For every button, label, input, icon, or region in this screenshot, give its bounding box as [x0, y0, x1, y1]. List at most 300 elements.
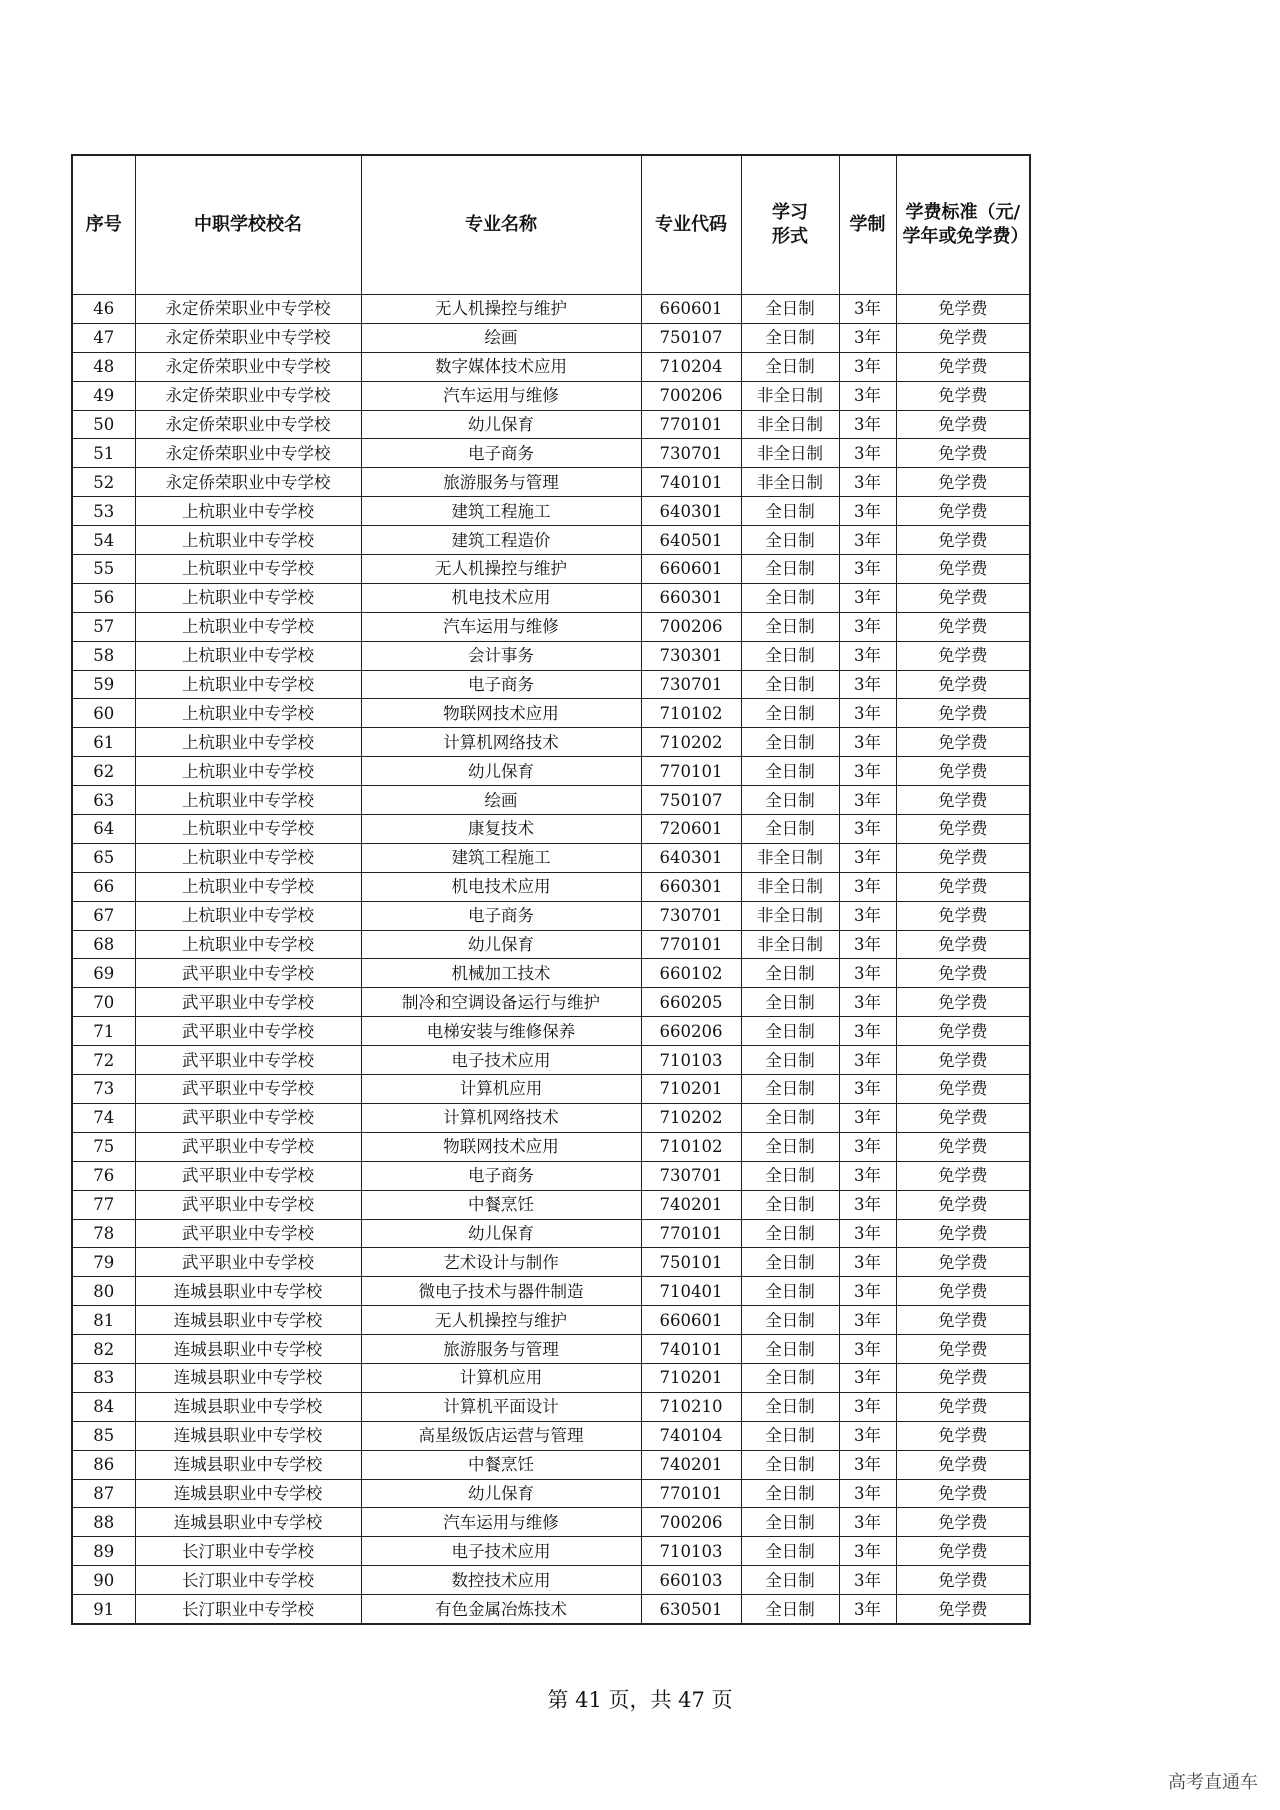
cell-code: 770101	[641, 930, 741, 959]
watermark-text: 高考直通车	[1168, 1772, 1258, 1793]
cell-school: 武平职业中专学校	[135, 1075, 361, 1104]
cell-index: 64	[72, 815, 135, 844]
cell-duration: 3年	[839, 815, 896, 844]
table-row	[72, 468, 1030, 497]
cell-duration: 3年	[839, 959, 896, 988]
cell-tuition: 免学费	[896, 1075, 1030, 1104]
cell-duration: 3年	[839, 872, 896, 901]
cell-study-form: 全日制	[741, 757, 839, 786]
cell-code: 710401	[641, 1277, 741, 1306]
cell-tuition: 免学费	[896, 1017, 1030, 1046]
cell-index: 84	[72, 1392, 135, 1421]
cell-school: 武平职业中专学校	[135, 1017, 361, 1046]
table-row	[72, 959, 1030, 988]
cell-duration: 3年	[839, 843, 896, 872]
cell-school: 连城县职业中专学校	[135, 1450, 361, 1479]
cell-major: 幼儿保育	[361, 410, 641, 439]
cell-school: 上杭职业中专学校	[135, 930, 361, 959]
cell-study-form: 全日制	[741, 1537, 839, 1566]
cell-index: 91	[72, 1595, 135, 1624]
cell-index: 78	[72, 1219, 135, 1248]
cell-school: 上杭职业中专学校	[135, 583, 361, 612]
cell-tuition: 免学费	[896, 555, 1030, 584]
table-row	[72, 728, 1030, 757]
cell-school: 武平职业中专学校	[135, 1046, 361, 1075]
cell-index: 51	[72, 439, 135, 468]
header-code: 专业代码	[641, 155, 741, 295]
cell-index: 58	[72, 641, 135, 670]
cell-code: 660206	[641, 1017, 741, 1046]
cell-study-form: 全日制	[741, 1421, 839, 1450]
cell-major: 电子商务	[361, 901, 641, 930]
cell-code: 740201	[641, 1450, 741, 1479]
cell-tuition: 免学费	[896, 1306, 1030, 1335]
cell-tuition: 免学费	[896, 641, 1030, 670]
cell-code: 770101	[641, 1219, 741, 1248]
cell-index: 86	[72, 1450, 135, 1479]
cell-code: 740101	[641, 1335, 741, 1364]
cell-school: 连城县职业中专学校	[135, 1335, 361, 1364]
cell-code: 700206	[641, 612, 741, 641]
cell-duration: 3年	[839, 670, 896, 699]
cell-duration: 3年	[839, 1132, 896, 1161]
cell-school: 武平职业中专学校	[135, 1190, 361, 1219]
cell-tuition: 免学费	[896, 1537, 1030, 1566]
table-row	[72, 555, 1030, 584]
cell-index: 61	[72, 728, 135, 757]
table-row	[72, 439, 1030, 468]
header-tuition: 学费标准（元/学年或免学费）	[896, 155, 1030, 295]
table-row	[72, 901, 1030, 930]
cell-code: 710102	[641, 1132, 741, 1161]
table-row	[72, 1421, 1030, 1450]
cell-duration: 3年	[839, 1306, 896, 1335]
cell-code: 740101	[641, 468, 741, 497]
cell-code: 710103	[641, 1046, 741, 1075]
cell-tuition: 免学费	[896, 323, 1030, 352]
cell-code: 660102	[641, 959, 741, 988]
cell-tuition: 免学费	[896, 381, 1030, 410]
cell-code: 630501	[641, 1595, 741, 1624]
cell-tuition: 免学费	[896, 1508, 1030, 1537]
cell-study-form: 全日制	[741, 786, 839, 815]
cell-major: 艺术设计与制作	[361, 1248, 641, 1277]
cell-tuition: 免学费	[896, 959, 1030, 988]
cell-index: 50	[72, 410, 135, 439]
cell-tuition: 免学费	[896, 612, 1030, 641]
cell-study-form: 非全日制	[741, 843, 839, 872]
table-row	[72, 295, 1030, 324]
cell-major: 康复技术	[361, 815, 641, 844]
table-row	[72, 381, 1030, 410]
cell-index: 83	[72, 1363, 135, 1392]
table-row	[72, 1161, 1030, 1190]
cell-code: 740201	[641, 1190, 741, 1219]
cell-code: 660103	[641, 1566, 741, 1595]
cell-major: 计算机应用	[361, 1363, 641, 1392]
cell-study-form: 全日制	[741, 497, 839, 526]
cell-index: 70	[72, 988, 135, 1017]
cell-study-form: 全日制	[741, 555, 839, 584]
cell-school: 武平职业中专学校	[135, 1219, 361, 1248]
cell-duration: 3年	[839, 1075, 896, 1104]
cell-index: 65	[72, 843, 135, 872]
cell-index: 59	[72, 670, 135, 699]
cell-major: 计算机应用	[361, 1075, 641, 1104]
cell-study-form: 全日制	[741, 1595, 839, 1624]
table-body	[72, 295, 1030, 1624]
cell-code: 770101	[641, 757, 741, 786]
cell-index: 89	[72, 1537, 135, 1566]
cell-tuition: 免学费	[896, 410, 1030, 439]
cell-code: 640301	[641, 843, 741, 872]
cell-school: 连城县职业中专学校	[135, 1363, 361, 1392]
cell-major: 无人机操控与维护	[361, 295, 641, 324]
cell-study-form: 非全日制	[741, 381, 839, 410]
cell-study-form: 非全日制	[741, 901, 839, 930]
cell-code: 660301	[641, 583, 741, 612]
cell-index: 63	[72, 786, 135, 815]
cell-major: 计算机平面设计	[361, 1392, 641, 1421]
cell-major: 绘画	[361, 786, 641, 815]
cell-tuition: 免学费	[896, 1132, 1030, 1161]
cell-index: 72	[72, 1046, 135, 1075]
cell-tuition: 免学费	[896, 815, 1030, 844]
cell-duration: 3年	[839, 1103, 896, 1132]
cell-study-form: 全日制	[741, 959, 839, 988]
table-row	[72, 1479, 1030, 1508]
cell-study-form: 全日制	[741, 1017, 839, 1046]
cell-study-form: 非全日制	[741, 930, 839, 959]
cell-duration: 3年	[839, 1277, 896, 1306]
cell-school: 武平职业中专学校	[135, 1161, 361, 1190]
cell-code: 770101	[641, 410, 741, 439]
cell-school: 永定侨荣职业中专学校	[135, 323, 361, 352]
cell-school: 永定侨荣职业中专学校	[135, 468, 361, 497]
cell-duration: 3年	[839, 1335, 896, 1364]
table-row	[72, 1363, 1030, 1392]
cell-duration: 3年	[839, 410, 896, 439]
table-row	[72, 1017, 1030, 1046]
cell-code: 750107	[641, 786, 741, 815]
table-row	[72, 988, 1030, 1017]
table-row	[72, 1132, 1030, 1161]
cell-major: 电子商务	[361, 670, 641, 699]
cell-school: 连城县职业中专学校	[135, 1508, 361, 1537]
cell-index: 88	[72, 1508, 135, 1537]
cell-tuition: 免学费	[896, 1046, 1030, 1075]
cell-study-form: 全日制	[741, 699, 839, 728]
cell-study-form: 全日制	[741, 1335, 839, 1364]
cell-major: 高星级饭店运营与管理	[361, 1421, 641, 1450]
table-row	[72, 352, 1030, 381]
cell-school: 武平职业中专学校	[135, 1248, 361, 1277]
cell-school: 长汀职业中专学校	[135, 1566, 361, 1595]
cell-tuition: 免学费	[896, 699, 1030, 728]
cell-code: 710202	[641, 1103, 741, 1132]
cell-duration: 3年	[839, 699, 896, 728]
cell-study-form: 全日制	[741, 1508, 839, 1537]
cell-tuition: 免学费	[896, 1277, 1030, 1306]
table-row	[72, 1595, 1030, 1624]
cell-code: 660601	[641, 295, 741, 324]
cell-major: 会计事务	[361, 641, 641, 670]
cell-duration: 3年	[839, 497, 896, 526]
cell-major: 计算机网络技术	[361, 728, 641, 757]
cell-study-form: 非全日制	[741, 872, 839, 901]
cell-school: 永定侨荣职业中专学校	[135, 410, 361, 439]
cell-major: 有色金属冶炼技术	[361, 1595, 641, 1624]
cell-index: 55	[72, 555, 135, 584]
cell-major: 电子商务	[361, 439, 641, 468]
cell-study-form: 非全日制	[741, 439, 839, 468]
cell-study-form: 全日制	[741, 1450, 839, 1479]
cell-code: 720601	[641, 815, 741, 844]
table-row	[72, 497, 1030, 526]
cell-study-form: 全日制	[741, 1392, 839, 1421]
cell-major: 电子技术应用	[361, 1537, 641, 1566]
table-row	[72, 1277, 1030, 1306]
cell-school: 长汀职业中专学校	[135, 1595, 361, 1624]
cell-school: 上杭职业中专学校	[135, 497, 361, 526]
cell-school: 连城县职业中专学校	[135, 1479, 361, 1508]
cell-school: 永定侨荣职业中专学校	[135, 381, 361, 410]
cell-study-form: 全日制	[741, 1103, 839, 1132]
cell-major: 幼儿保育	[361, 930, 641, 959]
cell-duration: 3年	[839, 352, 896, 381]
cell-tuition: 免学费	[896, 352, 1030, 381]
cell-study-form: 全日制	[741, 1161, 839, 1190]
cell-code: 700206	[641, 1508, 741, 1537]
cell-index: 76	[72, 1161, 135, 1190]
cell-tuition: 免学费	[896, 843, 1030, 872]
cell-study-form: 全日制	[741, 1046, 839, 1075]
cell-tuition: 免学费	[896, 295, 1030, 324]
cell-major: 数控技术应用	[361, 1566, 641, 1595]
table-row	[72, 843, 1030, 872]
table-header-row	[72, 155, 1030, 295]
cell-duration: 3年	[839, 1450, 896, 1479]
cell-duration: 3年	[839, 381, 896, 410]
cell-school: 连城县职业中专学校	[135, 1421, 361, 1450]
cell-tuition: 免学费	[896, 1421, 1030, 1450]
cell-index: 73	[72, 1075, 135, 1104]
cell-major: 微电子技术与器件制造	[361, 1277, 641, 1306]
cell-study-form: 全日制	[741, 988, 839, 1017]
cell-tuition: 免学费	[896, 1450, 1030, 1479]
cell-school: 上杭职业中专学校	[135, 815, 361, 844]
table-row	[72, 583, 1030, 612]
cell-major: 旅游服务与管理	[361, 1335, 641, 1364]
cell-code: 660601	[641, 1306, 741, 1335]
cell-code: 750107	[641, 323, 741, 352]
cell-duration: 3年	[839, 1479, 896, 1508]
cell-school: 上杭职业中专学校	[135, 757, 361, 786]
cell-duration: 3年	[839, 1190, 896, 1219]
cell-major: 无人机操控与维护	[361, 1306, 641, 1335]
cell-tuition: 免学费	[896, 1335, 1030, 1364]
page-number: 第 41 页，共 47 页	[547, 1688, 733, 1712]
cell-code: 730701	[641, 670, 741, 699]
cell-index: 74	[72, 1103, 135, 1132]
cell-code: 770101	[641, 1479, 741, 1508]
table-row	[72, 1335, 1030, 1364]
cell-tuition: 免学费	[896, 1103, 1030, 1132]
cell-code: 730301	[641, 641, 741, 670]
cell-major: 电子商务	[361, 1161, 641, 1190]
cell-code: 730701	[641, 901, 741, 930]
cell-tuition: 免学费	[896, 1248, 1030, 1277]
cell-code: 730701	[641, 439, 741, 468]
header-index: 序号	[72, 155, 135, 295]
cell-code: 660301	[641, 872, 741, 901]
cell-major: 机电技术应用	[361, 872, 641, 901]
cell-duration: 3年	[839, 1363, 896, 1392]
cell-index: 80	[72, 1277, 135, 1306]
table-row	[72, 1075, 1030, 1104]
table-row	[72, 1046, 1030, 1075]
cell-major: 机械加工技术	[361, 959, 641, 988]
cell-tuition: 免学费	[896, 439, 1030, 468]
cell-school: 上杭职业中专学校	[135, 526, 361, 555]
cell-index: 53	[72, 497, 135, 526]
table-row	[72, 1248, 1030, 1277]
table-row	[72, 1392, 1030, 1421]
cell-code: 750101	[641, 1248, 741, 1277]
cell-school: 上杭职业中专学校	[135, 901, 361, 930]
cell-duration: 3年	[839, 323, 896, 352]
cell-index: 57	[72, 612, 135, 641]
cell-index: 79	[72, 1248, 135, 1277]
cell-school: 永定侨荣职业中专学校	[135, 295, 361, 324]
cell-school: 武平职业中专学校	[135, 1132, 361, 1161]
cell-major: 制冷和空调设备运行与维护	[361, 988, 641, 1017]
table-row	[72, 526, 1030, 555]
cell-index: 47	[72, 323, 135, 352]
cell-code: 710102	[641, 699, 741, 728]
cell-major: 电子技术应用	[361, 1046, 641, 1075]
cell-duration: 3年	[839, 757, 896, 786]
cell-study-form: 全日制	[741, 526, 839, 555]
cell-index: 71	[72, 1017, 135, 1046]
cell-study-form: 全日制	[741, 1248, 839, 1277]
cell-school: 连城县职业中专学校	[135, 1277, 361, 1306]
cell-index: 60	[72, 699, 135, 728]
cell-duration: 3年	[839, 1248, 896, 1277]
cell-school: 武平职业中专学校	[135, 988, 361, 1017]
cell-study-form: 全日制	[741, 295, 839, 324]
cell-code: 700206	[641, 381, 741, 410]
cell-major: 幼儿保育	[361, 1479, 641, 1508]
cell-school: 武平职业中专学校	[135, 1103, 361, 1132]
cell-study-form: 非全日制	[741, 410, 839, 439]
cell-tuition: 免学费	[896, 1392, 1030, 1421]
cell-tuition: 免学费	[896, 670, 1030, 699]
cell-school: 上杭职业中专学校	[135, 786, 361, 815]
cell-school: 上杭职业中专学校	[135, 872, 361, 901]
cell-major: 汽车运用与维修	[361, 381, 641, 410]
cell-major: 建筑工程造价	[361, 526, 641, 555]
cell-tuition: 免学费	[896, 930, 1030, 959]
cell-duration: 3年	[839, 1161, 896, 1190]
cell-study-form: 全日制	[741, 641, 839, 670]
cell-duration: 3年	[839, 439, 896, 468]
table-row	[72, 699, 1030, 728]
cell-index: 81	[72, 1306, 135, 1335]
table-row	[72, 641, 1030, 670]
cell-major: 计算机网络技术	[361, 1103, 641, 1132]
cell-school: 永定侨荣职业中专学校	[135, 352, 361, 381]
cell-duration: 3年	[839, 901, 896, 930]
cell-major: 无人机操控与维护	[361, 555, 641, 584]
cell-duration: 3年	[839, 1595, 896, 1624]
table-row	[72, 1537, 1030, 1566]
table-row	[72, 323, 1030, 352]
header-school: 中职学校校名	[135, 155, 361, 295]
cell-duration: 3年	[839, 295, 896, 324]
cell-index: 85	[72, 1421, 135, 1450]
cell-index: 87	[72, 1479, 135, 1508]
cell-major: 汽车运用与维修	[361, 612, 641, 641]
cell-study-form: 全日制	[741, 1190, 839, 1219]
header-major: 专业名称	[361, 155, 641, 295]
cell-tuition: 免学费	[896, 497, 1030, 526]
cell-code: 640301	[641, 497, 741, 526]
cell-study-form: 全日制	[741, 1566, 839, 1595]
cell-index: 82	[72, 1335, 135, 1364]
cell-study-form: 全日制	[741, 352, 839, 381]
cell-index: 67	[72, 901, 135, 930]
tuition-table	[71, 154, 1031, 1625]
cell-duration: 3年	[839, 1392, 896, 1421]
cell-index: 90	[72, 1566, 135, 1595]
cell-study-form: 全日制	[741, 323, 839, 352]
cell-duration: 3年	[839, 468, 896, 497]
cell-tuition: 免学费	[896, 1363, 1030, 1392]
cell-school: 连城县职业中专学校	[135, 1392, 361, 1421]
cell-tuition: 免学费	[896, 526, 1030, 555]
cell-major: 幼儿保育	[361, 757, 641, 786]
cell-duration: 3年	[839, 1219, 896, 1248]
cell-major: 数字媒体技术应用	[361, 352, 641, 381]
header-duration: 学制	[839, 155, 896, 295]
cell-study-form: 全日制	[741, 1277, 839, 1306]
cell-study-form: 全日制	[741, 815, 839, 844]
cell-tuition: 免学费	[896, 988, 1030, 1017]
cell-index: 52	[72, 468, 135, 497]
cell-major: 电梯安装与维修保养	[361, 1017, 641, 1046]
cell-tuition: 免学费	[896, 583, 1030, 612]
cell-duration: 3年	[839, 1508, 896, 1537]
cell-tuition: 免学费	[896, 1161, 1030, 1190]
table-row	[72, 1566, 1030, 1595]
cell-code: 660205	[641, 988, 741, 1017]
cell-duration: 3年	[839, 526, 896, 555]
cell-school: 上杭职业中专学校	[135, 670, 361, 699]
cell-index: 62	[72, 757, 135, 786]
cell-school: 上杭职业中专学校	[135, 555, 361, 584]
cell-duration: 3年	[839, 930, 896, 959]
cell-index: 46	[72, 295, 135, 324]
cell-tuition: 免学费	[896, 1190, 1030, 1219]
table-row	[72, 1306, 1030, 1335]
cell-duration: 3年	[839, 786, 896, 815]
table-row	[72, 612, 1030, 641]
cell-study-form: 全日制	[741, 1219, 839, 1248]
cell-major: 建筑工程施工	[361, 843, 641, 872]
cell-index: 56	[72, 583, 135, 612]
cell-code: 710201	[641, 1363, 741, 1392]
